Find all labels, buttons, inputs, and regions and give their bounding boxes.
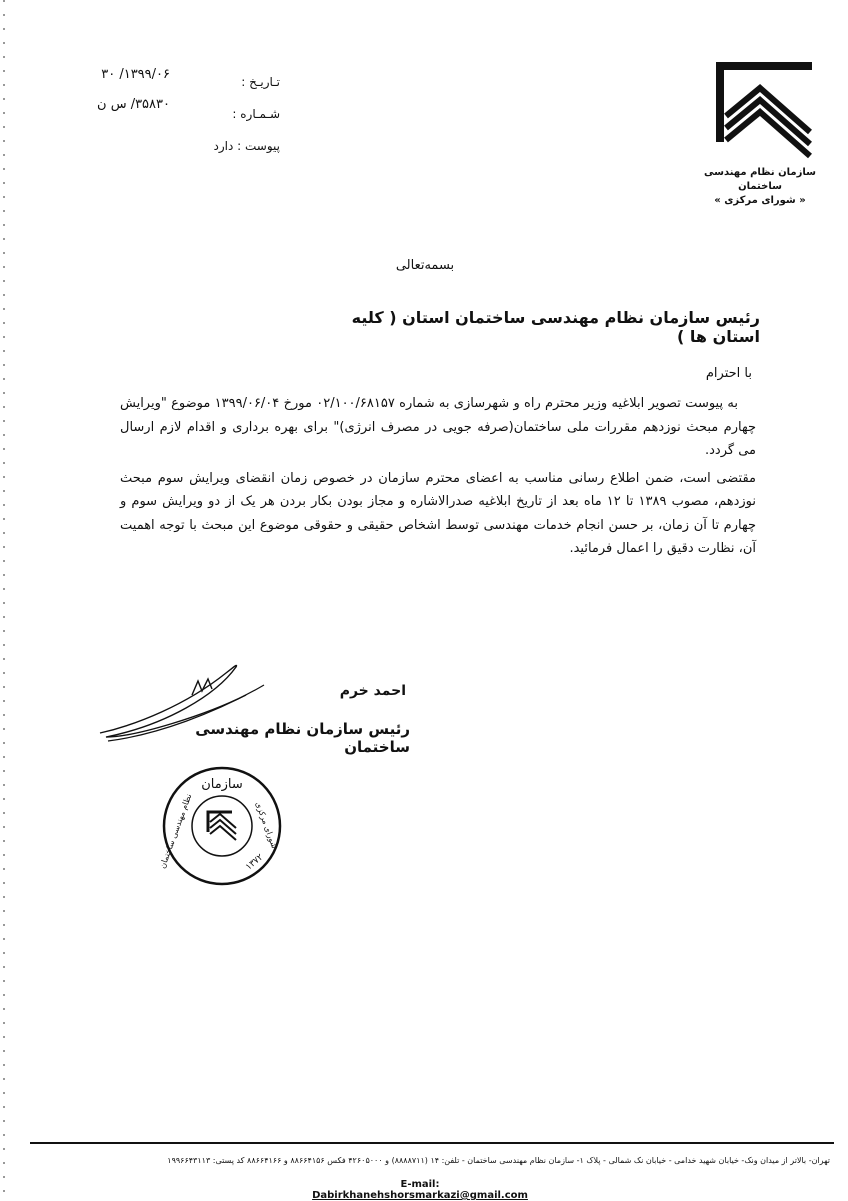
org-council: « شورای مرکزی » [714, 195, 806, 206]
footer-email-line [300, 1179, 540, 1201]
letter-meta-labels [180, 66, 280, 162]
stamp-text-top: سازمان [201, 777, 243, 792]
org-name-block [690, 166, 830, 208]
org-name: سازمان نظام مهندسی ساختمان [704, 167, 816, 192]
number-value: ۳۵۸۳۰/ س ن [97, 97, 170, 112]
salutation: با احترام [705, 366, 752, 381]
email-link[interactable]: Dabirkhanehshorsmarkazi@gmail.com [312, 1190, 528, 1201]
footer-divider [30, 1142, 834, 1144]
email-label: E-mail: [400, 1179, 440, 1190]
date-label: تـاریـخ : [241, 75, 280, 89]
date-value: ۱۳۹۹/۰۶/ ۳۰ [101, 67, 170, 82]
recipient-line: رئیس سازمان نظام مهندسی ساختمان استان ( کلیه استان ها ) [351, 308, 760, 346]
stamp-text-side: شورای مرکزی [253, 800, 279, 850]
stamp-text-ring: نظام مهندسی ساختمان [158, 792, 194, 870]
attachment-label: پیوست : دارد [213, 139, 280, 153]
number-label: شـمـاره : [232, 107, 280, 121]
official-stamp [158, 762, 286, 890]
stamp-year: ۱۳۷۲ [244, 852, 266, 873]
signer-name: احمد خرم [339, 683, 406, 699]
bismillah: بسمه‌تعالی [395, 258, 455, 273]
body-paragraph-1: به پیوست تصویر ابلاغیه وزیر محترم راه و شهرسازی به شماره ۰۲/۱۰۰/۶۸۱۵۷ مورخ ۱۳۹۹/۰۶/۰۴ موضوع "ویرایش چهارم مبحث نوزدهم مقررات ملی ساختمان(صرفه جویی در مصرف انرژی)" برای بهره برداری و اقدام لازم ارسال می گردد. [120, 396, 756, 458]
body-paragraph-2: مقتضی است، ضمن اطلاع رسانی مناسب به اعضای محترم سازمان در خصوص زمان انقضای ویرایش سوم مبحث نوزدهم، مصوب ۱۳۸۹ تا ۱۲ ماه بعد از تاریخ ابلاغیه صدرالاشاره و مجاز بودن بکار بردن هر یک از دو ویرایش سوم و چهارم تا آن زمان، بر حسن انجام خدمات مهندسی توسط اشخاص حقیقی و حقوقی موضوع این مبحث با توجه اهمیت آن، نظارت دقیق را اعمال فرمائید. [120, 470, 757, 556]
letter-body [120, 392, 756, 561]
page-edge-dots [3, 0, 5, 1200]
signer-title: رئیس سازمان نظام مهندسی ساختمان [195, 720, 410, 756]
org-logo-icon [712, 58, 822, 168]
footer-address: تهران- بالاتر از میدان ونک- خیابان شهید خدامی - خیابان نک شمالی - پلاک ۱- سازمان نظام مهندسی ساختمان - تلفن: ۱۴ (۸۸۸۸۷۱۱) و ۴۲۶۰۵۰۰۰ فکس ۸۸۶۶۴۱۵۶ و ۸۸۶۶۴۱۶۶ کد پستی: ۱۹۹۶۶۴۳۱۱۳ [167, 1156, 830, 1165]
letter-meta-values [60, 60, 170, 120]
